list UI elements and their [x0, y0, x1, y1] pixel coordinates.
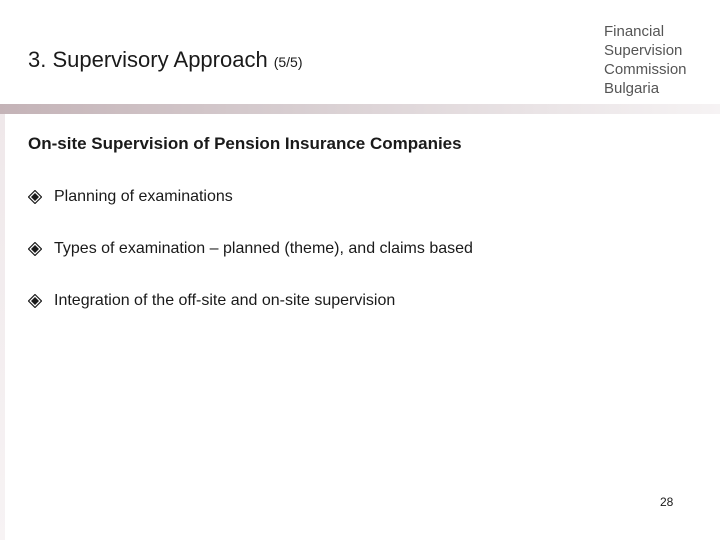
diamond-bullet-icon: [28, 294, 42, 308]
section-heading: On-site Supervision of Pension Insurance Companies: [28, 134, 462, 153]
diamond-bullet-icon: [28, 190, 42, 204]
list-item: [28, 187, 473, 207]
diamond-bullet-icon: [28, 242, 42, 256]
organization-name: [604, 22, 714, 98]
title-divider: [0, 104, 720, 114]
slide-title-text: 3. Supervisory Approach: [28, 47, 268, 72]
bullet-text: Types of examination – planned (theme), and claims based: [54, 240, 473, 257]
page-number: 28: [660, 495, 674, 509]
bullet-list: [28, 187, 473, 343]
bullet-text: Integration of the off-site and on-site supervision: [54, 292, 396, 309]
bullet-text: Planning of examinations: [54, 188, 233, 205]
list-item: [28, 291, 473, 311]
slide-counter: (5/5): [273, 54, 303, 70]
organization-line: Bulgaria: [604, 80, 660, 97]
organization-line: Supervision: [604, 42, 683, 59]
left-accent-bar: [0, 114, 5, 540]
slide-title: [28, 47, 303, 73]
list-item: [28, 239, 473, 259]
organization-line: Commission: [604, 61, 687, 78]
organization-line: Financial: [604, 23, 665, 40]
